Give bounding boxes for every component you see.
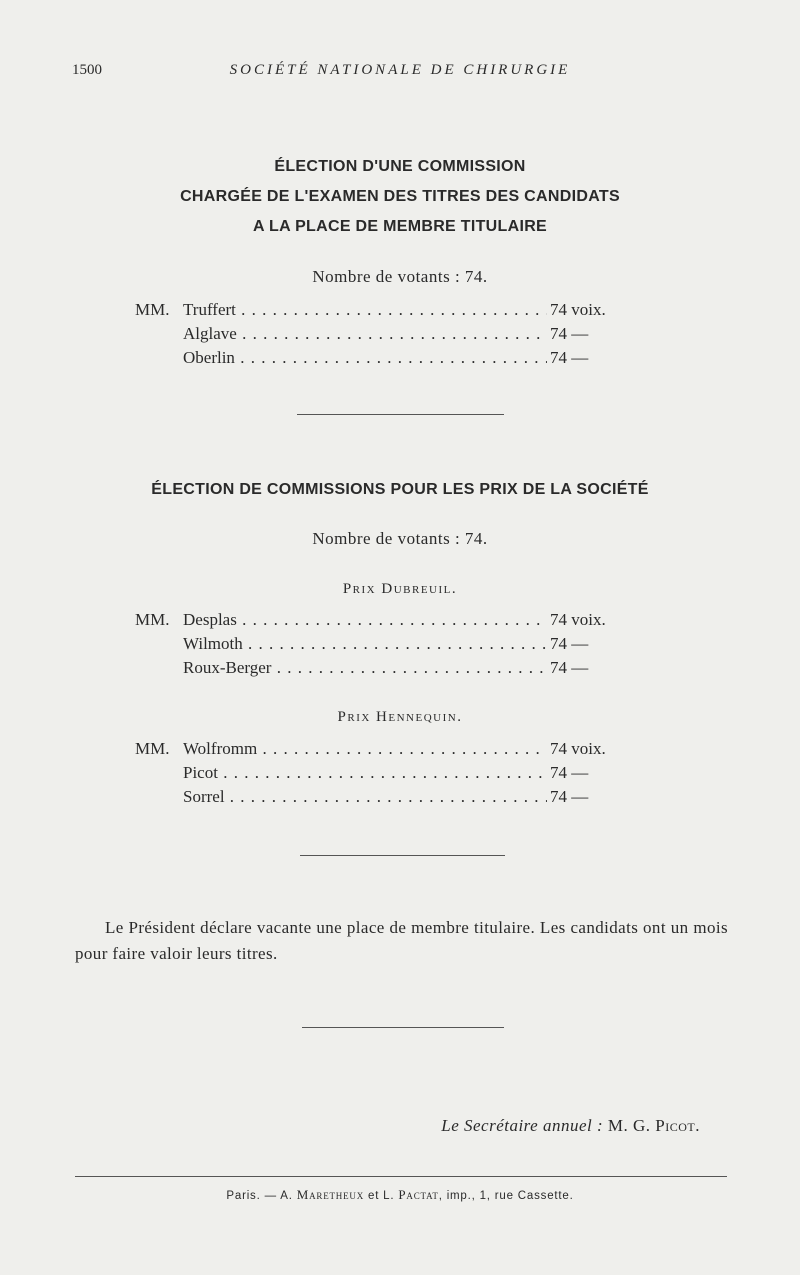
- prize-hennequin-row: [135, 787, 625, 811]
- imprint-city: Paris. — A.: [226, 1190, 293, 1202]
- prize-dubreuil-title: Prix Dubreuil.: [342, 581, 458, 597]
- signature-role: Le Secrétaire annuel :: [441, 1116, 604, 1135]
- divider: [302, 1027, 504, 1028]
- section1-row: [135, 300, 625, 324]
- signature-name: M. G. Picot.: [607, 1116, 700, 1135]
- vote-count: 74 voix.: [550, 300, 606, 319]
- member-name: Desplas . . .: [183, 610, 547, 630]
- prize-hennequin-title: Prix Hennequin.: [337, 709, 463, 725]
- page-number: 1500: [72, 62, 102, 78]
- member-name: Wilmoth . . .: [183, 634, 547, 654]
- member-name: Alglave . . .: [183, 324, 547, 344]
- member-name: Sorrel . . .: [183, 787, 547, 807]
- section1-row: [135, 324, 625, 348]
- imprint-et: et L.: [368, 1190, 395, 1202]
- mm-prefix: MM.: [135, 610, 170, 629]
- section1-heading-line-2: CHARGÉE DE L'EXAMEN DES TITRES DES CANDIDATS: [180, 188, 620, 205]
- running-title: SOCIÉTÉ NATIONALE DE CHIRURGIE: [229, 62, 571, 78]
- section1-heading-line-3: A LA PLACE DE MEMBRE TITULAIRE: [252, 218, 548, 235]
- imprint-printer-2: Pactat: [398, 1187, 439, 1202]
- section1-row: [135, 348, 625, 372]
- vote-count: 74 —: [550, 658, 589, 677]
- footer-rule: [75, 1176, 727, 1177]
- vote-count: 74 voix.: [550, 739, 606, 758]
- section2-heading: ÉLECTION DE COMMISSIONS POUR LES PRIX DE LA SOCIÉTÉ: [151, 481, 649, 498]
- member-name: Truffert . . .: [183, 300, 547, 320]
- vote-count: 74 —: [550, 763, 589, 782]
- imprint-address: , imp., 1, rue Cassette.: [438, 1190, 574, 1202]
- prize-dubreuil-row: [135, 634, 625, 658]
- vote-count: 74 —: [550, 787, 589, 806]
- section1-votants: Nombre de votants : 74.: [312, 267, 488, 286]
- vote-count: 74 voix.: [550, 610, 606, 629]
- member-name: Wolfromm . . .: [183, 739, 547, 759]
- vote-count: 74 —: [550, 324, 589, 343]
- prize-hennequin-row: [135, 763, 625, 787]
- signature: [441, 1116, 700, 1136]
- divider: [300, 855, 505, 856]
- member-name: Oberlin . . .: [183, 348, 547, 368]
- vote-count: 74 —: [550, 348, 589, 367]
- member-name: Roux-Berger . . .: [183, 658, 547, 678]
- prize-hennequin-row: [135, 739, 625, 763]
- mm-prefix: MM.: [135, 739, 170, 758]
- prize-dubreuil-row: [135, 610, 625, 634]
- mm-prefix: MM.: [135, 300, 170, 319]
- page-header: [72, 62, 728, 86]
- member-name: Picot . . .: [183, 763, 547, 783]
- section2-votants: Nombre de votants : 74.: [312, 529, 488, 548]
- vote-count: 74 —: [550, 634, 589, 653]
- imprint-printer-1: Maretheux: [296, 1187, 364, 1202]
- imprint-line: [0, 1187, 800, 1203]
- announcement-paragraph: Le Président déclare vacante une place de membre titulaire. Les candidats ont un mois pour faire valoir leurs titres.: [75, 918, 728, 963]
- prize-dubreuil-row: [135, 658, 625, 682]
- divider: [297, 414, 504, 415]
- section1-heading-line-1: ÉLECTION D'UNE COMMISSION: [274, 158, 526, 175]
